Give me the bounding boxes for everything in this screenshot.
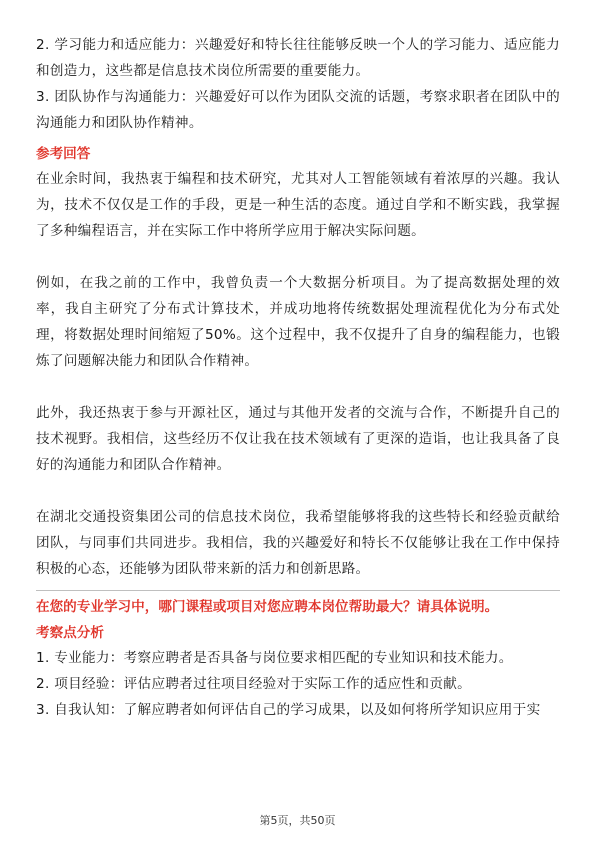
answer-paragraph: 在业余时间，我热衷于编程和技术研究，尤其对人工智能领域有着浓厚的兴趣。我认为，技术不仅仅是工作的手段，更是一种生活的态度。通过自学和不断实践，我掌握了多种编程语言，并在实际工作中将所学应用于解决实际问题。 [36, 171, 560, 239]
page-number: 第5页，共50页 [259, 814, 336, 827]
answer-paragraph: 在湖北交通投资集团公司的信息技术岗位，我希望能够将我的这些特长和经验贡献给团队，与同事们共同进步。我相信，我的兴趣爱好和特长不仅能够让我在工作中保持积极的心态，还能够为团队带来新的活力和创新思路。 [36, 509, 560, 577]
answer-paragraph: 例如，在我之前的工作中，我曾负责一个大数据分析项目。为了提高数据处理的效率，我自主研究了分布式计算技术，并成功地将传统数据处理流程优化为分布式处理，将数据处理时间缩短了50%。这个过程中，我不仅提升了自身的编程能力，也锻炼了问题解决能力和团队合作精神。 [36, 275, 560, 369]
section-divider [36, 590, 560, 591]
interview-question: 在您的专业学习中，哪门课程或项目对您应聘本岗位帮助最大？请具体说明。 [36, 599, 499, 615]
document-page [36, 32, 560, 723]
analysis-point: 1. 专业能力：考察应聘者是否具备与岗位要求相匹配的专业知识和技术能力。 [36, 650, 513, 666]
analysis-point: 2. 项目经验：评估应聘者过往项目经验对于实际工作的适应性和贡献。 [36, 676, 472, 692]
analysis-heading: 考察点分析 [36, 625, 104, 641]
point-teamwork: 3. 团队协作与沟通能力：兴趣爱好可以作为团队交流的话题，考察求职者在团队中的沟通能力和团队协作精神。 [36, 89, 560, 131]
answer-heading: 参考回答 [36, 146, 91, 162]
answer-paragraph: 此外，我还热衷于参与开源社区，通过与其他开发者的交流与合作，不断提升自己的技术视野。我相信，这些经历不仅让我在技术领域有了更深的造诣，也让我具备了良好的沟通能力和团队合作精神。 [36, 405, 560, 473]
point-learning-ability: 2. 学习能力和适应能力：兴趣爱好和特长往往能够反映一个人的学习能力、适应能力和创造力，这些都是信息技术岗位所需要的重要能力。 [36, 37, 560, 79]
analysis-point: 3. 自我认知：了解应聘者如何评估自己的学习成果，以及如何将所学知识应用于实 [36, 702, 541, 718]
